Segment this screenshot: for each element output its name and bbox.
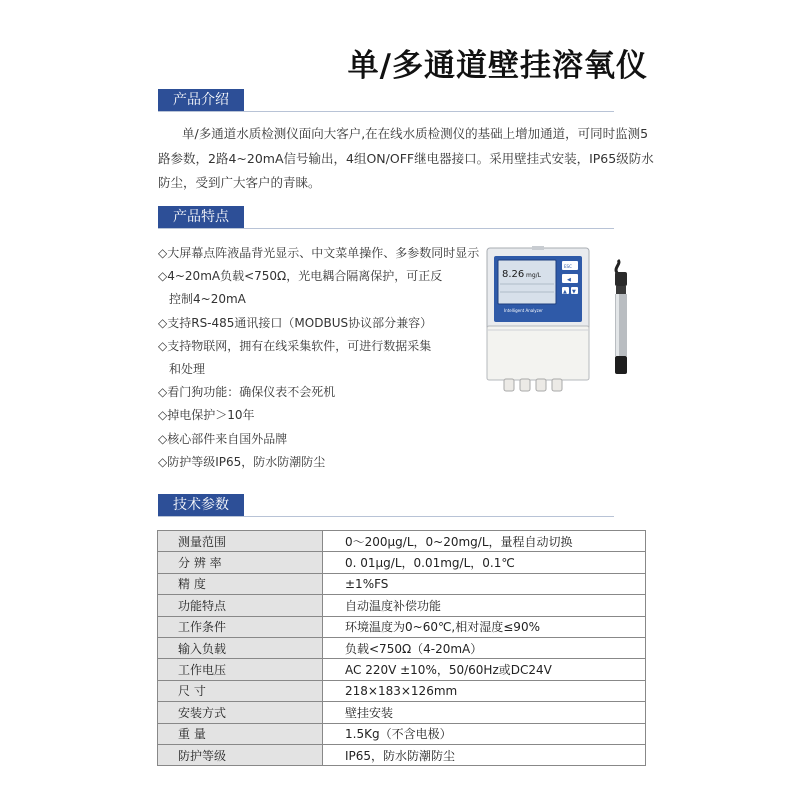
spec-table xyxy=(157,530,646,766)
spec-key: 尺 寸 xyxy=(158,680,323,701)
page-title: 单/多通道壁挂溶氧仪 xyxy=(347,48,648,84)
spec-key: 功能特点 xyxy=(158,595,323,616)
spec-value: ±1%FS xyxy=(323,573,646,594)
device-key-label: ESC xyxy=(564,264,572,269)
feature-item: ◇核心部件来自国外品牌 xyxy=(158,431,288,446)
spec-value: 1.5Kg（不含电极） xyxy=(323,723,646,744)
spec-key: 测量范围 xyxy=(158,531,323,552)
table-row xyxy=(158,680,646,701)
spec-key: 工作条件 xyxy=(158,616,323,637)
spec-key: 防护等级 xyxy=(158,744,323,765)
table-row xyxy=(158,531,646,552)
section-header-features xyxy=(158,206,614,229)
spec-value: AC 220V ±10%，50/60Hz或DC24V xyxy=(323,659,646,680)
oxygen-probe-image xyxy=(606,258,636,378)
device-key-label: ◀ xyxy=(567,277,571,283)
spec-key: 精 度 xyxy=(158,573,323,594)
spec-key: 分 辨 率 xyxy=(158,552,323,573)
section-label-intro: 产品介绍 xyxy=(158,89,244,111)
spec-value: IP65，防水防潮防尘 xyxy=(323,744,646,765)
table-row xyxy=(158,573,646,594)
table-row xyxy=(158,616,646,637)
display-unit: mg/L xyxy=(526,272,542,279)
feature-item: ◇掉电保护＞10年 xyxy=(158,408,255,423)
table-row xyxy=(158,637,646,658)
feature-item: ◇防护等级IP65，防水防潮防尘 xyxy=(158,454,326,469)
section-header-intro xyxy=(158,89,614,112)
brand-label: Intelligent Analyzer xyxy=(504,308,543,313)
feature-item: ◇支持物联网，拥有在线采集软件，可进行数据采集 xyxy=(158,338,432,353)
feature-item: ◇大屏幕点阵液晶背光显示、中文菜单操作、多参数同时显示 xyxy=(158,246,480,260)
section-label-features: 产品特点 xyxy=(158,206,244,228)
spec-key: 输入负载 xyxy=(158,637,323,658)
spec-value: 环境温度为0~60℃,相对湿度≤90% xyxy=(323,616,646,637)
spec-value: 负载<750Ω（4-20mA） xyxy=(323,637,646,658)
table-row xyxy=(158,552,646,573)
feature-item: ◇看门狗功能：确保仪表不会死机 xyxy=(158,385,336,400)
analyzer-device-image xyxy=(486,246,590,396)
intro-paragraph: 单/多通道水质检测仪面向大客户,在在线水质检测仪的基础上增加通道，可同时监测5路参数，2路4~20mA信号输出，4组ON/OFF继电器接口。采用壁挂式安装，IP65级防水防尘，受到广大客户的青睐。 xyxy=(158,126,654,190)
display-value: 8.26 xyxy=(502,269,525,280)
spec-value: 壁挂安装 xyxy=(323,702,646,723)
spec-value: 自动温度补偿功能 xyxy=(323,595,646,616)
section-label-specs: 技术参数 xyxy=(158,494,244,516)
spec-value: 0～200μg/L，0~20mg/L，量程自动切换 xyxy=(323,531,646,552)
spec-key: 工作电压 xyxy=(158,659,323,680)
table-row xyxy=(158,595,646,616)
device-key-label: ▲ xyxy=(563,289,567,295)
table-row xyxy=(158,723,646,744)
feature-item: 和处理 xyxy=(169,361,206,376)
section-header-specs xyxy=(158,494,614,517)
table-row xyxy=(158,702,646,723)
spec-value: 0. 01μg/L，0.01mg/L，0.1℃ xyxy=(323,552,646,573)
feature-list xyxy=(158,242,479,474)
device-key-label: ▼ xyxy=(572,289,576,295)
feature-item: 控制4~20mA xyxy=(169,292,246,307)
table-row xyxy=(158,659,646,680)
table-row xyxy=(158,744,646,765)
spec-key: 安装方式 xyxy=(158,702,323,723)
feature-item: ◇支持RS-485通讯接口（MODBUS协议部分兼容） xyxy=(158,315,433,330)
spec-value: 218×183×126mm xyxy=(323,680,646,701)
spec-key: 重 量 xyxy=(158,723,323,744)
feature-item: ◇4~20mA负载<750Ω，光电耦合隔离保护，可正反 xyxy=(158,269,443,284)
